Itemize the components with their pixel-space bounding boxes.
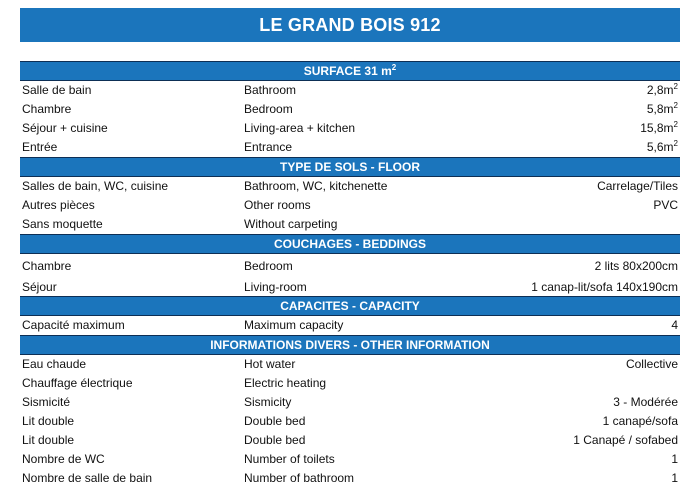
table-row [20,138,680,157]
table-row [20,254,680,275]
table-row [20,177,680,196]
row-value: Carrelage/Tiles [597,179,678,193]
table-row [20,275,680,296]
section-floor [20,157,680,234]
label-fr: Eau chaude [22,357,87,371]
document-title: LE GRAND BOIS 912 [20,8,680,42]
row-value: 1 [671,471,678,485]
table-row [20,100,680,119]
table-row [20,119,680,138]
label-en: Bathroom [244,83,297,97]
label-fr: Capacité maximum [22,318,125,332]
section-header-capacity: CAPACITES - CAPACITY [20,296,680,316]
label-fr: Autres pièces [22,198,95,212]
row-value: $5,6m^2$ [646,139,678,154]
label-en: Sismicity [244,395,292,409]
label-en: Living-area + kitchen [244,121,356,135]
section-header-floor: TYPE DE SOLS - FLOOR [20,157,680,177]
label-fr: Sans moquette [22,217,103,231]
label-en: Bedroom [244,102,293,116]
row-value: 1 Canapé / sofabed [573,433,678,447]
label-en: Hot water [244,357,296,371]
label-en: Bathroom, WC, kitchenette [244,179,388,193]
label-en: Maximum capacity [244,318,344,332]
label-fr: Chambre [22,259,72,273]
table-row [20,393,680,412]
table-row [20,215,680,234]
apartment-info-sheet [20,61,680,488]
label-fr: Nombre de WC [22,452,105,466]
label-fr: Lit double [22,414,75,428]
table-row [20,196,680,215]
label-fr: Nombre de salle de bain [22,471,153,485]
label-fr: Séjour + cuisine [22,121,108,135]
label-en: Double bed [244,433,306,447]
section-header-beddings: COUCHAGES - BEDDINGS [20,234,680,254]
table-row [20,316,680,335]
row-value: 1 [671,452,678,466]
section-header-other-information: INFORMATIONS DIVERS - OTHER INFORMATION [20,335,680,355]
row-value: $2,8m^2$ [646,82,678,97]
label-en: Number of bathroom [244,471,355,485]
label-fr: Sismicité [22,395,71,409]
label-en: Entrance [244,140,293,154]
table-row [20,355,680,374]
label-en: Bedroom [244,259,293,273]
label-en: Living-room [244,280,307,294]
row-value: 2 lits 80x200cm [594,259,678,273]
section-header-surface [20,61,680,81]
section-header-sup: 2 [391,63,397,72]
table-row [20,374,680,393]
label-fr: Lit double [22,433,75,447]
row-value: 1 canap-lit/sofa 140x190cm [531,280,678,294]
label-fr: Chauffage électrique [22,376,133,390]
label-en: Number of toilets [244,452,335,466]
section-header-label: SURFACE 31 m [303,64,392,78]
table-row [20,469,680,488]
label-fr: Salle de bain [22,83,92,97]
row-value: Collective [625,357,678,371]
row-value: $15,8m^2$ [640,120,678,135]
row-value: 1 canapé/sofa [602,414,678,428]
table-row [20,450,680,469]
row-value [484,215,680,234]
section-surface [20,61,680,157]
label-fr: Salles de bain, WC, cuisine [22,179,169,193]
label-fr: Séjour [22,280,57,294]
label-en: Electric heating [244,376,327,390]
row-value: 3 - Modérée [613,395,678,409]
label-en: Double bed [244,414,306,428]
row-value [484,374,680,393]
row-value: $5,8m^2$ [646,101,678,116]
table-row [20,431,680,450]
label-fr: Chambre [22,102,72,116]
section-beddings [20,234,680,296]
row-value: 4 [671,318,678,332]
table-row [20,412,680,431]
table-row [20,81,680,100]
section-other-information [20,335,680,488]
label-en: Without carpeting [244,217,338,231]
section-capacity [20,296,680,335]
label-en: Other rooms [244,198,311,212]
row-value: PVC [653,198,678,212]
label-fr: Entrée [22,140,58,154]
